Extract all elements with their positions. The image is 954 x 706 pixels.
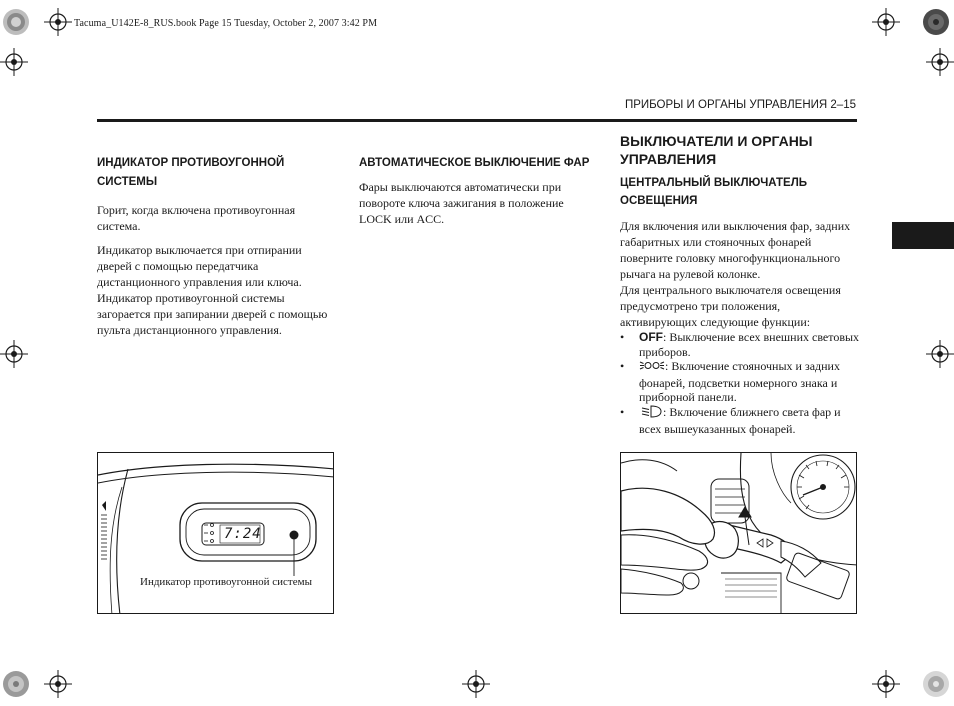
switches-section xyxy=(620,132,860,436)
anti-theft-heading: ИНДИКАТОР ПРОТИВОУГОННОЙ СИСТЕМЫ xyxy=(97,157,285,188)
registration-mark-right-middle xyxy=(926,340,954,368)
parking-lights-description: : Включение стояночных и задних фонарей, подсветки номерного знака и приборной панели. xyxy=(639,359,840,405)
light-switch-figure xyxy=(620,452,857,614)
registration-mark-bottom-right xyxy=(872,670,900,698)
registration-mark-bottom-center xyxy=(462,670,490,698)
low-beam-icon xyxy=(639,405,663,422)
registration-mark-left-middle xyxy=(0,340,28,368)
print-line: Tacuma_U142E-8_RUS.book Page 15 Tuesday, October 2, 2007 3:42 PM xyxy=(74,18,378,29)
color-target-top-right xyxy=(922,8,950,36)
anti-theft-paragraph-1: Горит, когда включена противоугонная система. xyxy=(97,203,296,233)
anti-theft-indicator-figure xyxy=(97,452,334,614)
registration-mark-bottom-left xyxy=(44,670,72,698)
color-target-bottom-right xyxy=(922,670,950,698)
chapter-tab xyxy=(892,222,954,249)
color-target-top-left xyxy=(2,8,30,36)
light-switch-paragraph-1: Для включения или выключения фар, задних габаритных или стояночных фонарей поверните головку многофункционального рычага на рулевой колонке. xyxy=(620,219,851,281)
auto-headlight-off-paragraph: Фары выключаются автоматически при повороте ключа зажигания в положение LOCK или ACC. xyxy=(359,180,564,226)
low-beam-description: : Включение ближнего света фар и всех вышеуказанных фонарей. xyxy=(639,404,841,436)
section-title: ВЫКЛЮЧАТЕЛИ И ОРГАНЫ УПРАВЛЕНИЯ xyxy=(620,133,813,167)
parking-lights-icon xyxy=(639,359,665,376)
off-description: : Выключение всех внешних световых приборов. xyxy=(639,330,860,359)
figure-caption: Индикатор противоугонной системы xyxy=(140,576,312,588)
list-item xyxy=(620,359,860,405)
light-switch-illustration xyxy=(621,453,857,614)
color-target-bottom-left xyxy=(2,670,30,698)
light-switch-paragraph-2: Для центрального выключателя освещения предусмотрено три положения, активирующих следующие функции: xyxy=(620,283,841,329)
light-switch-positions xyxy=(620,330,860,436)
off-label: OFF xyxy=(639,330,663,344)
auto-headlight-off-section xyxy=(359,154,599,235)
list-item xyxy=(620,405,860,436)
auto-headlight-off-heading: АВТОМАТИЧЕСКОЕ ВЫКЛЮЧЕНИЕ ФАР xyxy=(359,157,590,169)
registration-mark-top-left xyxy=(44,8,72,36)
list-item xyxy=(620,330,860,359)
anti-theft-indicator-section xyxy=(97,154,335,346)
light-switch-heading: ЦЕНТРАЛЬНЫЙ ВЫКЛЮЧАТЕЛЬ ОСВЕЩЕНИЯ xyxy=(620,177,808,207)
running-head: ПРИБОРЫ И ОРГАНЫ УПРАВЛЕНИЯ 2–15 xyxy=(624,99,856,111)
clock-display: 7:24 xyxy=(224,526,262,542)
registration-mark-left-top xyxy=(0,48,28,76)
dashboard-illustration xyxy=(98,453,334,614)
header-rule xyxy=(97,119,857,122)
anti-theft-paragraph-2: Индикатор выключается при отпирании дверей с помощью передатчика дистанционного управления или ключа. Индикатор противоугонной системы загорается при запирании дверей с помощью пульта дистанционного управления. xyxy=(97,243,328,337)
registration-mark-top-right xyxy=(872,8,900,36)
registration-mark-right-top xyxy=(926,48,954,76)
